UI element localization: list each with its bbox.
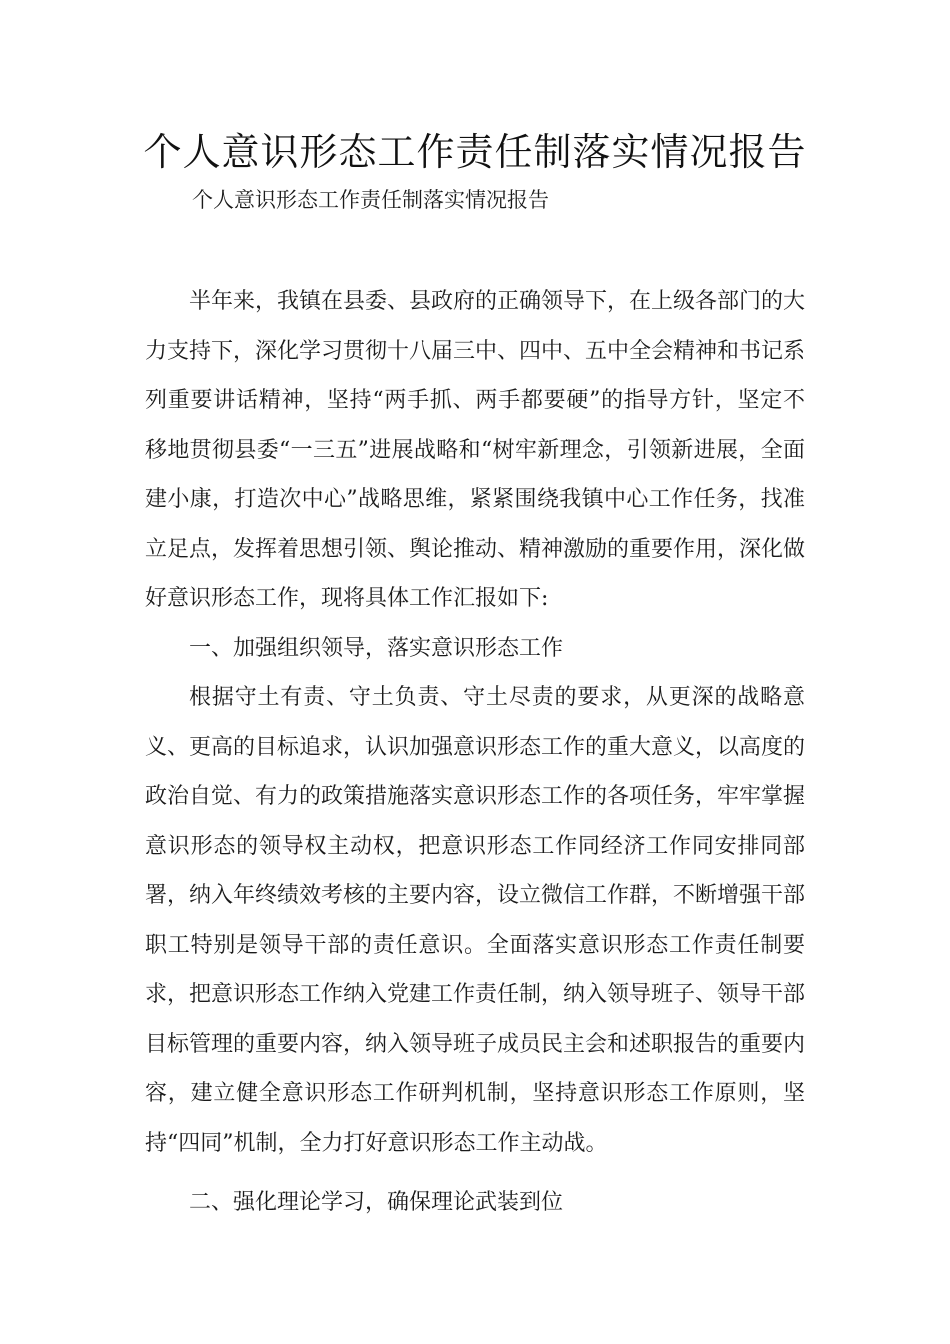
document-body bbox=[145, 277, 805, 1228]
section-paragraph-1: 根据守土有责、守土负责、守土尽责的要求，从更深的战略意义、更高的目标追求，认识加强意识形态工作的重大意义，以高度的政治自觉、有力的政策措施落实意识形态工作的各项任务，牢牢掌握意识形态的领导权主动权，把意识形态工作同经济工作同安排同部署，纳入年终绩效考核的主要内容，设立微信工作群，不断增强干部职工特别是领导干部的责任意识。全面落实意识形态工作责任制要求，把意识形态工作纳入党建工作责任制，纳入领导班子、领导干部目标管理的重要内容，纳入领导班子成员民主会和述职报告的重要内容，建立健全意识形态工作研判机制，坚持意识形态工作原则，坚持“四同”机制，全力打好意识形态工作主动战。 bbox=[145, 685, 806, 1156]
section-heading-1: 一、加强组织领导，落实意识形态工作 bbox=[189, 635, 564, 661]
document-subtitle: 个人意识形态工作责任制落实情况报告 bbox=[192, 188, 549, 212]
document-title: 个人意识形态工作责任制落实情况报告 bbox=[143, 130, 807, 174]
intro-paragraph: 半年来，我镇在县委、县政府的正确领导下，在上级各部门的大力支持下，深化学习贯彻十八届三中、四中、五中全会精神和书记系列重要讲话精神，坚持“两手抓、两手都要硬”的指导方针，坚定不移地贯彻县委“一三五”进展战略和“树牢新理念，引领新进展，全面建小康，打造次中心”战略思维，紧紧围绕我镇中心工作任务，找准立足点，发挥着思想引领、舆论推动、精神激励的重要作用，深化做好意识形态工作，现将具体工作汇报如下: bbox=[145, 289, 806, 611]
section-heading-2: 二、强化理论学习，确保理论武装到位 bbox=[189, 1190, 564, 1215]
